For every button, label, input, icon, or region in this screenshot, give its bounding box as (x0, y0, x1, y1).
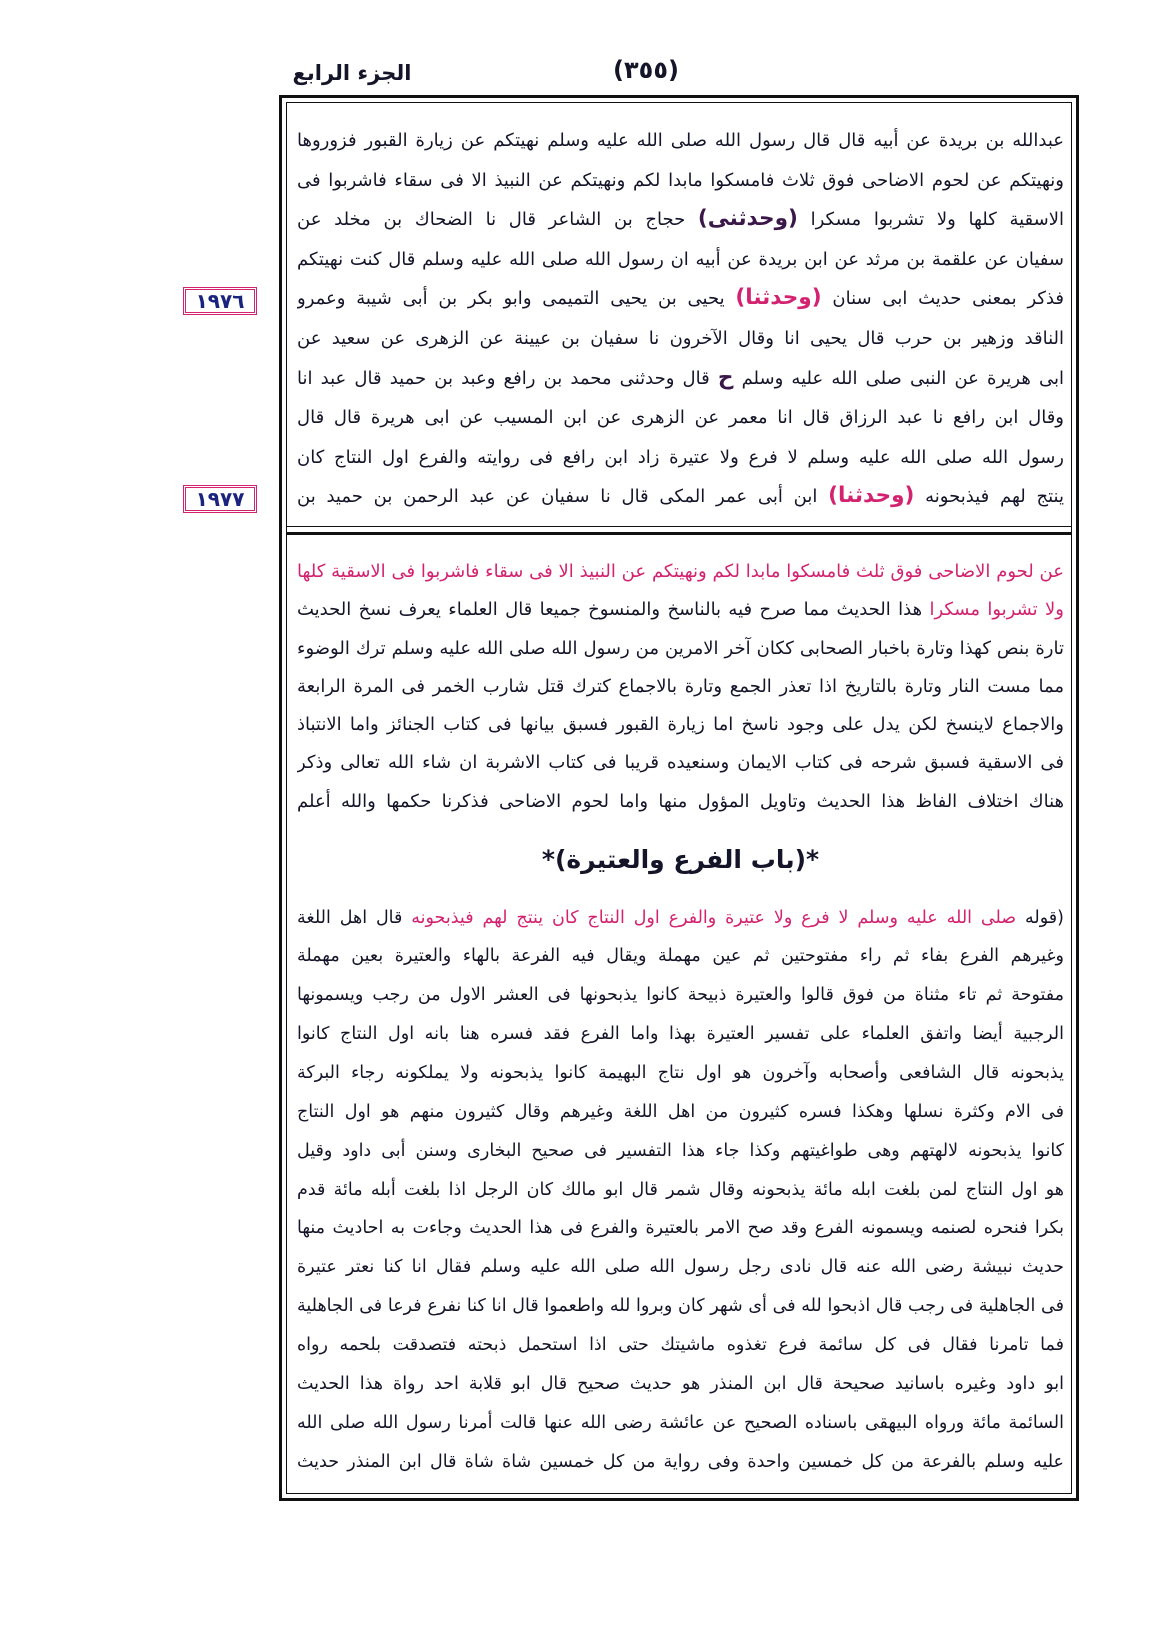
hadith-line (297, 240, 1064, 280)
chapter-line (297, 1248, 1064, 1287)
text-run: فى الاسقية فسبق شرحه فى كتاب الايمان وسنعيده قريبا فى كتاب الاشربة ان شاء الله تعالى وذكر (297, 752, 1064, 774)
text-run: يذبحونه قال الشافعى وأصحابه وآخرون هو اول نتاج البهيمة كانوا يذبحونه ولا يملكونه رجاء البركة (297, 1062, 1064, 1083)
text-run: رسول الله صلى الله عليه وسلم لا فرع ولا عتيرة زاد ابن رافع فى روايته والفرع اول النتاج كان (297, 446, 1064, 468)
commentary-line (297, 630, 1064, 668)
text-run: ابى هريرة عن النبى صلى الله عليه وسلم (733, 367, 1064, 389)
chapter-line (297, 1404, 1064, 1443)
chapter-line (297, 1015, 1064, 1054)
hadith-line (297, 319, 1064, 359)
hadith-number-badge: ١٩٧٦ (183, 287, 257, 315)
text-run: فى الجاهلية فى رجب قال اذبحوا لله فى أى شهر كان وبروا لله واطعموا قال انا كنا نفرع فرعا فى الجاهلية (297, 1296, 1064, 1317)
text-run: مما مست النار وتارة بالتاريخ اذا تعذر الجمع وتارة بالاجماع كترك قتل شارب الخمر فى المرة الرابعة (297, 675, 1064, 697)
text-run: ابن أبى عمر المكى قال نا سفيان عن عبد الرحمن بن حميد بن (297, 486, 829, 508)
text-run: وغيرهم الفرع بفاء ثم راء مفتوحتين ثم عين مهملة ويقال فيه الفرعة بالهاء والعتيرة بعين مهملة (297, 946, 1064, 967)
text-run: هو اول النتاج لمن بلغت ابله مائة يذبحونه وقال شمر قال ابو مالك كان الرجل اذا بلغت أبله مائة قدم (297, 1179, 1064, 1200)
narration-marker: (وحدثنا) (828, 483, 915, 509)
hadith-line (297, 359, 1064, 399)
hadith-number-badge: ١٩٧٧ (183, 485, 257, 513)
chapter-line (297, 1132, 1064, 1171)
text-run: عليه وسلم بالفرعة من كل خمسين واحدة وفى رواية من كل خمسين شاة شاة قال ابن المنذر حديث (297, 1451, 1064, 1472)
text-run: حجاج بن الشاعر قال نا الضحاك بن مخلد عن (297, 209, 698, 231)
text-run: السائمة مائة ورواه البيهقى باسناده الصحيح عن عائشة رضى الله عنها قالت أمرنا رسول الله صلى الله (297, 1412, 1064, 1433)
hadith-line (297, 477, 1064, 517)
chapter-line (297, 1171, 1064, 1210)
highlighted-text: عن لحوم الاضاحى فوق ثلث فامسكوا مابدا لكم ونهيتكم عن النبيذ الا فى سقاء فاشربوا فى الاسقية كلها (297, 561, 1064, 582)
narration-marker: (وحدثنى) (697, 206, 798, 232)
commentary-line (297, 591, 1064, 629)
chapter-commentary-block (297, 899, 1064, 1482)
chapter-line (297, 1209, 1064, 1248)
text-run: الناقد وزهير بن حرب قال يحيى انا وقال الآخرون نا سفيان بن عيينة عن الزهرى عن سعيد عن (297, 327, 1064, 349)
text-run: ينتج لهم فيذبحونه (914, 486, 1064, 508)
commentary-line (297, 553, 1064, 591)
chapter-line (297, 1054, 1064, 1093)
text-run: الرجبية أيضا واتفق العلماء على تفسير العتيرة بهذا واما الفرع فقد فسره هنا بانه اول النتاج كانوا (297, 1024, 1064, 1045)
text-run: تارة بنص كهذا وتارة باخبار الصحابى ككان آخر الامرين من رسول الله صلى الله عليه وسلم ترك الوضوء (297, 637, 1064, 659)
text-run: الاسقية كلها ولا تشربوا مسكرا (797, 209, 1064, 231)
chapter-line (297, 1093, 1064, 1132)
page-number: (٣٥٥) (613, 56, 679, 84)
text-run: كانوا يذبحونه لالهتهم وهى طواغيتهم وكذا جاء هذا التفسير فى صحيح البخارى وسنن أبى داود وقيل (297, 1140, 1064, 1161)
text-run: قال وحدثنى محمد بن رافع وعبد بن حميد قال عبد انا (297, 367, 718, 389)
hadith-line (297, 279, 1064, 319)
hadith-line (297, 161, 1064, 201)
hadith-text-block (297, 121, 1064, 517)
text-run: (قوله (1016, 907, 1064, 928)
text-run: سفيان عن علقمة بن مرثد عن ابن بريدة عن أبيه ان رسول الله صلى الله عليه وسلم قال كنت نهيتكم (297, 248, 1064, 270)
text-run: حديث نبيشة رضى الله عنه قال نادى رجل رسول الله صلى الله عليه وسلم فقال انا كنا نعتر عتيرة (297, 1257, 1064, 1278)
text-run: بكرا فنحره لصنمه ويسمونه الفرع وقد صح الامر بالعتيرة والفرع فى هذا الحديث وجاءت به احاديث منها (297, 1218, 1064, 1239)
text-run: هناك اختلاف الفاظ هذا الحديث وتاويل المؤول منها واما لحوم الاضاحى فذكرنا حكمها والله أعلم (297, 790, 1064, 812)
chapter-line (297, 976, 1064, 1015)
text-run: وقال ابن رافع نا عبد الرزاق قال انا معمر عن الزهرى عن ابن المسيب عن ابى هريرة قال قال (297, 407, 1064, 429)
text-run: فذكر بمعنى حديث ابى سنان (821, 288, 1064, 310)
text-run: قال اهل اللغة (297, 907, 412, 928)
text-run: فما تامرنا فقال فى كل سائمة فرع تغذوه ماشيتك حتى اذا استحمل ذبحته فتصدقت بلحمه رواه (297, 1334, 1064, 1355)
hadith-line (297, 438, 1064, 478)
part-title: الجزء الرابع (292, 61, 412, 85)
chapter-line (297, 1326, 1064, 1365)
commentary-line (297, 744, 1064, 782)
chapter-heading: *(باب الفرع والعتيرة)* (541, 845, 820, 874)
narration-marker: ح (717, 364, 734, 390)
text-run: ونهيتكم عن لحوم الاضاحى فوق ثلاث فامسكوا مابدا لكم ونهيتكم عن النبيذ الا فى سقاء فاشربوا فى (297, 169, 1064, 191)
hadith-line (297, 398, 1064, 438)
chapter-line (297, 937, 1064, 976)
section-divider (286, 526, 1072, 535)
commentary-line (297, 706, 1064, 744)
text-run: مفتوحة ثم تاء مثناة من فوق قالوا والعتيرة ذبيحة كانوا يذبحونها فى العشر الاول من رجب ويسمونها (297, 985, 1064, 1006)
text-run: يحيى بن يحيى التميمى وابو بكر بن أبى شيبة وعمرو (297, 288, 736, 310)
text-run: فى الام وكثرة نسلها وهكذا فسره كثيرون من اهل اللغة وغيرهم وقال كثيرون منهم هو اول النتاج (297, 1101, 1064, 1122)
hadith-line (297, 121, 1064, 161)
chapter-line (297, 899, 1064, 938)
text-run: ابو داود وغيره باسانيد صحيحة قال ابن المنذر هو حديث صحيح قال ابو قلابة احد رواة هذا الحديث (297, 1373, 1064, 1394)
commentary-line (297, 668, 1064, 706)
chapter-line (297, 1287, 1064, 1326)
highlighted-text: صلى الله عليه وسلم لا فرع ولا عتيرة والفرع اول النتاج كان ينتج لهم فيذبحونه (411, 907, 1017, 928)
text-run: والاجماع لاينسخ لكن يدل على وجود ناسخ اما زيارة القبور فسبق بيانها فى كتاب الجنائز واما الانتباذ (297, 714, 1064, 736)
hadith-line (297, 200, 1064, 240)
highlighted-text: ولا تشربوا مسكرا (929, 599, 1064, 621)
text-run: عبدالله بن بريدة عن أبيه قال قال رسول الله صلى الله عليه وسلم نهيتكم عن زيارة القبور فزوروها (297, 130, 1064, 151)
narration-marker: (وحدثنا) (735, 285, 822, 311)
text-run: هذا الحديث مما صرح فيه بالناسخ والمنسوخ جميعا قال العلماء يعرف نسخ الحديث (297, 599, 930, 621)
chapter-line (297, 1365, 1064, 1404)
chapter-line (297, 1443, 1064, 1482)
commentary-line (297, 783, 1064, 821)
commentary-text-block (297, 553, 1064, 821)
